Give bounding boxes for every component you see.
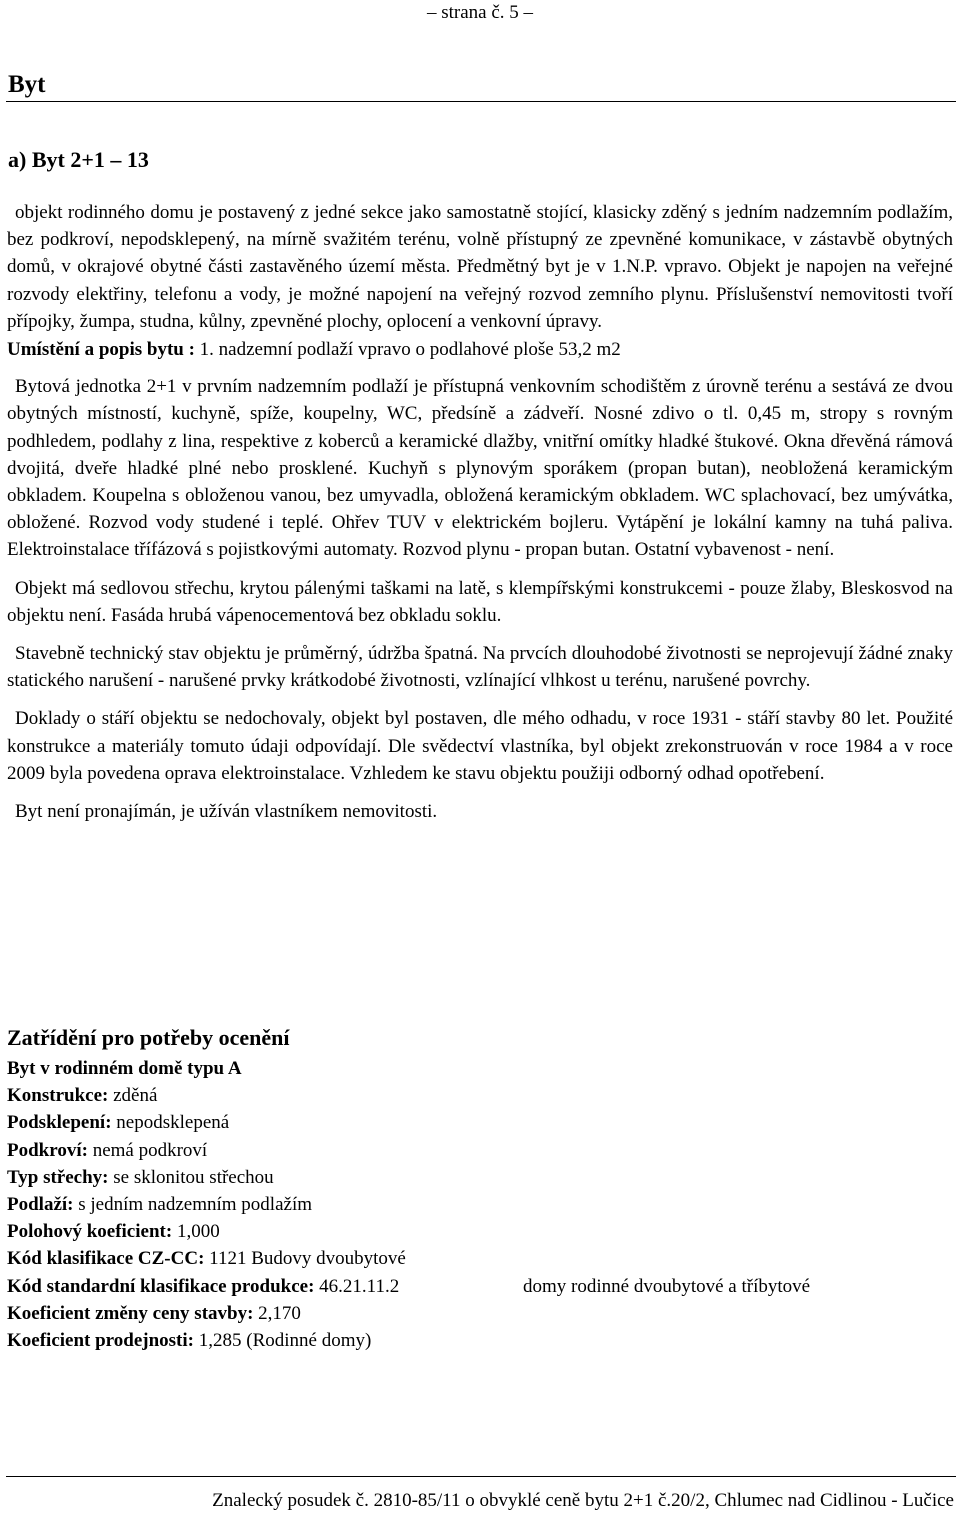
classification-row <box>7 1082 953 1109</box>
classification-row <box>7 1327 953 1354</box>
row-label: Kód klasifikace CZ-CC: <box>7 1248 205 1270</box>
row-label: Konstrukce: <box>7 1085 109 1107</box>
location-text: 1. nadzemní podlaží vpravo o podlahové ploše 53,2 m2 <box>194 339 621 361</box>
classification-row <box>7 1164 953 1191</box>
row-value: nepodsklepená <box>111 1112 230 1134</box>
paragraph-condition: Stavebně technický stav objektu je průměrný, údržba špatná. Na prvcích dlouhodobé životnosti se neprojevují žádné znaky statického narušení - narušené prvky krátkodobé životnosti, vzlínající vlhkost u terénu, narušené povrchy. <box>7 643 953 692</box>
footer-text: Znalecký posudek č. 2810-85/11 o obvyklé ceně bytu 2+1 č.20/2, Chlumec nad Cidlinou - Lučice <box>212 1490 954 1511</box>
classification-block <box>7 1023 953 1354</box>
classification-row <box>7 1245 953 1272</box>
row-value: 46.21.11.2 <box>314 1275 400 1297</box>
row-label: Koeficient prodejnosti: <box>7 1330 194 1352</box>
row-label: Polohový koeficient: <box>7 1221 173 1243</box>
classification-type <box>7 1055 953 1082</box>
classification-title: Zatřídění pro potřeby ocenění <box>7 1025 290 1050</box>
page-number: – strana č. 5 – <box>426 2 534 23</box>
classification-row <box>7 1191 953 1218</box>
section-title: Byt <box>8 71 46 98</box>
subsection-title: a) Byt 2+1 – 13 <box>8 147 149 172</box>
classification-row <box>7 1218 953 1245</box>
row-value: s jedním nadzemním podlažím <box>73 1194 313 1216</box>
paragraph-object-description: objekt rodinného domu je postavený z jedné sekce jako samostatně stojící, klasicky zděný s jedním nadzemním podlažím, bez podkroví, nepodsklepený, na mírně svažitém terénu, volně přístupný ze zpevněné komunikace, v zástavbě obytných domů, v okrajové obytné části zastavěného území města. Předmětný byt je v 1.N.P. vpravo. Objekt je napojen na veřejné rozvody elektřiny, telefonu a vody, je možné napojení na veřejný rozvod zemního plynu. Příslušenství nemovitosti tvoří přípojky, žumpa, studna, kůlny, zpevněné plochy, oplocení a venkovní úpravy. <box>7 202 953 332</box>
row-value: zděná <box>108 1085 158 1107</box>
row-value: 1,285 (Rodinné domy) <box>194 1330 372 1352</box>
row-label: Podsklepení: <box>7 1112 112 1134</box>
row-value: 2,170 <box>253 1302 301 1324</box>
paragraph-age: Doklady o stáří objektu se nedochovaly, objekt byl postaven, dle mého odhadu, v roce 1931 - stáří stavby 80 let. Použité konstrukce a materiály tomuto údaji odpovídají. Dle svědectví vlastníka, byl objekt zrekonstruován v roce 1984 a v roce 2009 byla povedena oprava elektroinstalace. Vzhledem ke stavu objektu použiji odborný odhad opotřebení. <box>7 708 953 784</box>
row-label: Typ střechy: <box>7 1166 109 1188</box>
classification-row <box>7 1273 953 1300</box>
location-label: Umístění a popis bytu : <box>7 339 195 361</box>
row-extra: domy rodinné dvoubytové a tříbytové <box>523 1275 811 1297</box>
paragraph-unit-description: Bytová jednotka 2+1 v prvním nadzemním podlaží je přístupná venkovním schodištěm z úrovně terénu a sestává ze dvou obytných místností, kuchyně, spíže, koupelny, WC, předsíně a zádveří. Nosné zdivo o tl. 0,45 m, stropy s rovným podhledem, podlahy z lina, respektive z koberců a keramické dlažby, vnitřní omítky hladké štukové. Okna dřevěná rámová dvojitá, dveře hladké plné nebo prosklené. Kuchyň s plynovým sporákem (propan butan), neobložená keramickým obkladem. Koupelna s obloženou vanou, bez umyvadla, obložená keramickým obkladem. WC splachovací, bez umývátka, obložené. Rozvod vody studené i teplé. Ohřev TUV v elektrickém bojleru. Vytápění je lokální kamny na tuhá paliva. Elektroinstalace třífázová s pojistkovými automaty. Rozvod plynu - propan butan. Ostatní vybavenost - není. <box>7 376 953 561</box>
classification-row <box>7 1109 953 1136</box>
row-label: Podlaží: <box>7 1194 74 1216</box>
row-value: 1,000 <box>172 1221 220 1243</box>
classification-row <box>7 1300 953 1327</box>
classification-row <box>7 1137 953 1164</box>
row-label: Koeficient změny ceny stavby: <box>7 1302 254 1324</box>
paragraph-roof: Objekt má sedlovou střechu, krytou pálenými taškami na latě, s klempířskými konstrukcemi - pouze žlaby, Bleskosvod na objektu není. Fasáda hrubá vápenocementová bez obkladu soklu. <box>7 577 953 626</box>
row-label: Kód standardní klasifikace produkce: <box>7 1275 315 1297</box>
row-value: 1121 Budovy dvoubytové <box>204 1248 406 1270</box>
description-body <box>7 199 953 836</box>
row-value: nemá podkroví <box>87 1139 208 1161</box>
paragraph-usage: Byt není pronajímán, je užíván vlastníkem nemovitosti. <box>15 801 438 823</box>
paragraph-location <box>7 336 953 363</box>
section-divider <box>6 101 956 102</box>
classification-type-label: Byt v rodinném domě typu A <box>7 1058 242 1079</box>
footer-divider <box>6 1476 956 1477</box>
row-value: se sklonitou střechou <box>108 1166 274 1188</box>
row-label: Podkroví: <box>7 1139 88 1161</box>
